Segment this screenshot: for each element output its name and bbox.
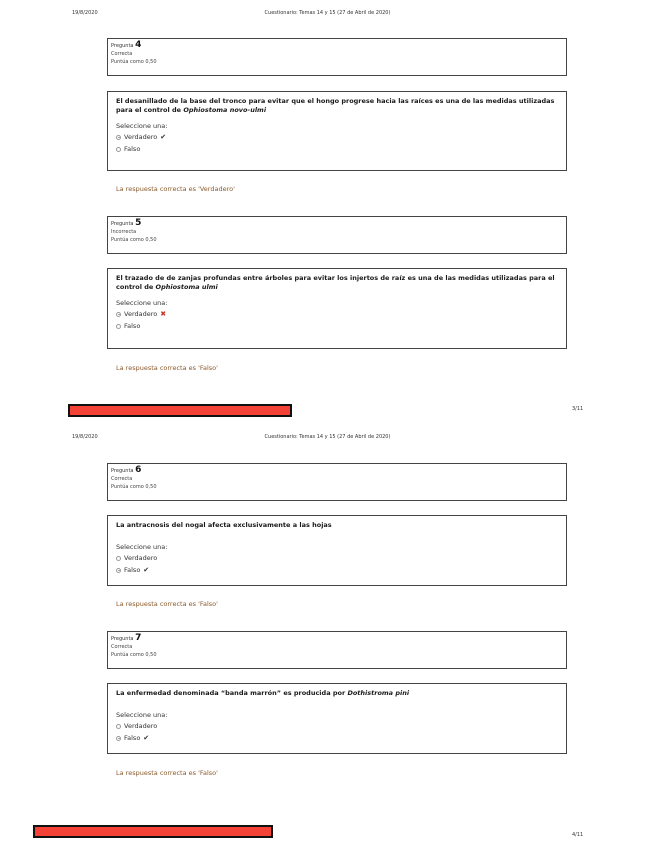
option-label: Falso <box>124 566 141 574</box>
check-icon: ✔ <box>160 133 167 141</box>
question-number-value: 7 <box>135 633 142 643</box>
question-label: Pregunta <box>111 636 134 642</box>
correct-answer-feedback: La respuesta correcta es 'Verdadero' <box>116 185 235 193</box>
question-text-main: El desanillado de la base del tronco para evitar que el hongo progrese hacia las raíces es una de las medidas utilizadas para el control de <box>116 97 555 114</box>
answer-prompt: Seleccione una: <box>116 711 168 719</box>
question-text <box>116 274 558 292</box>
question-text-italic: Ophiostoma novo-ulmi <box>183 106 267 114</box>
option-falso[interactable] <box>116 732 558 744</box>
question-mark: Puntúa como 0,50 <box>111 237 157 243</box>
option-label: Verdadero <box>124 133 158 141</box>
question-mark: Puntúa como 0,50 <box>111 652 157 658</box>
answer-prompt: Seleccione una: <box>116 299 168 307</box>
option-verdadero[interactable] <box>116 720 558 732</box>
question-label: Pregunta <box>111 468 134 474</box>
answer-prompt: Seleccione una: <box>116 543 168 551</box>
option-label: Verdadero <box>124 310 158 318</box>
option-label: Falso <box>124 322 141 330</box>
option-falso[interactable] <box>116 143 558 155</box>
question-content-5 <box>107 268 567 349</box>
question-text <box>116 689 558 698</box>
page-number: 3/11 <box>572 406 584 412</box>
option-label: Falso <box>124 734 141 742</box>
question-label: Pregunta <box>111 221 134 227</box>
question-mark: Puntúa como 0,50 <box>111 59 157 65</box>
question-info-6 <box>107 463 567 501</box>
question-text <box>116 97 558 115</box>
question-state: Correcta <box>111 51 133 57</box>
option-falso[interactable] <box>116 320 558 332</box>
header-date: 19/8/2020 <box>72 10 98 16</box>
option-label: Verdadero <box>124 722 158 730</box>
answer-prompt: Seleccione una: <box>116 122 168 130</box>
correct-answer-feedback: La respuesta correcta es 'Falso' <box>116 364 218 372</box>
question-text <box>116 521 558 530</box>
question-text-main: El trazado de de zanjas profundas entre árboles para evitar los injertos de raíz es una de las medidas utilizadas para el control de <box>116 274 555 291</box>
question-text-italic: Ophiostoma ulmi <box>155 283 218 291</box>
question-text-main: La antracnosis del nogal afecta exclusivamente a las hojas <box>116 521 332 529</box>
question-number <box>111 42 563 50</box>
question-mark: Puntúa como 0,50 <box>111 484 157 490</box>
question-number-value: 4 <box>135 40 142 50</box>
question-state: Correcta <box>111 476 133 482</box>
radio-selected-icon[interactable] <box>116 736 121 741</box>
question-text-main: La enfermedad denominada “banda marrón” es producida por <box>116 689 346 697</box>
pdf-page-4 <box>0 424 655 848</box>
radio-selected-icon[interactable] <box>116 135 121 140</box>
correct-answer-feedback: La respuesta correcta es 'Falso' <box>116 600 218 608</box>
question-info-4 <box>107 38 567 76</box>
question-number <box>111 635 563 643</box>
page-number: 4/11 <box>572 832 584 838</box>
redaction-bar <box>33 825 273 838</box>
radio-selected-icon[interactable] <box>116 568 121 573</box>
question-info-7 <box>107 631 567 669</box>
redaction-bar <box>68 404 292 417</box>
question-number <box>111 220 563 228</box>
question-text-italic: Dothistroma pini <box>347 689 410 697</box>
question-number <box>111 467 563 475</box>
question-content-6 <box>107 515 567 586</box>
option-verdadero[interactable] <box>116 131 558 143</box>
option-verdadero[interactable] <box>116 552 558 564</box>
cross-icon: ✖ <box>160 310 167 318</box>
option-falso[interactable] <box>116 564 558 576</box>
check-icon: ✔ <box>143 566 150 574</box>
radio-icon[interactable] <box>116 324 121 329</box>
question-state: Incorrecta <box>111 229 137 235</box>
radio-icon[interactable] <box>116 147 121 152</box>
question-state: Correcta <box>111 644 133 650</box>
question-content-7 <box>107 683 567 754</box>
question-content-4 <box>107 91 567 171</box>
radio-selected-icon[interactable] <box>116 312 121 317</box>
correct-answer-feedback: La respuesta correcta es 'Falso' <box>116 769 218 777</box>
question-label: Pregunta <box>111 43 134 49</box>
option-label: Falso <box>124 145 141 153</box>
header-date: 19/8/2020 <box>72 434 98 440</box>
header-title: Cuestionario: Temas 14 y 15 (27 de Abril de 2020) <box>264 10 391 16</box>
question-info-5 <box>107 216 567 254</box>
radio-icon[interactable] <box>116 556 121 561</box>
question-number-value: 5 <box>135 218 142 228</box>
check-icon: ✔ <box>143 734 150 742</box>
option-label: Verdadero <box>124 554 158 562</box>
header-title: Cuestionario: Temas 14 y 15 (27 de Abril de 2020) <box>264 434 391 440</box>
option-verdadero[interactable] <box>116 308 558 320</box>
radio-icon[interactable] <box>116 724 121 729</box>
question-number-value: 6 <box>135 465 142 475</box>
